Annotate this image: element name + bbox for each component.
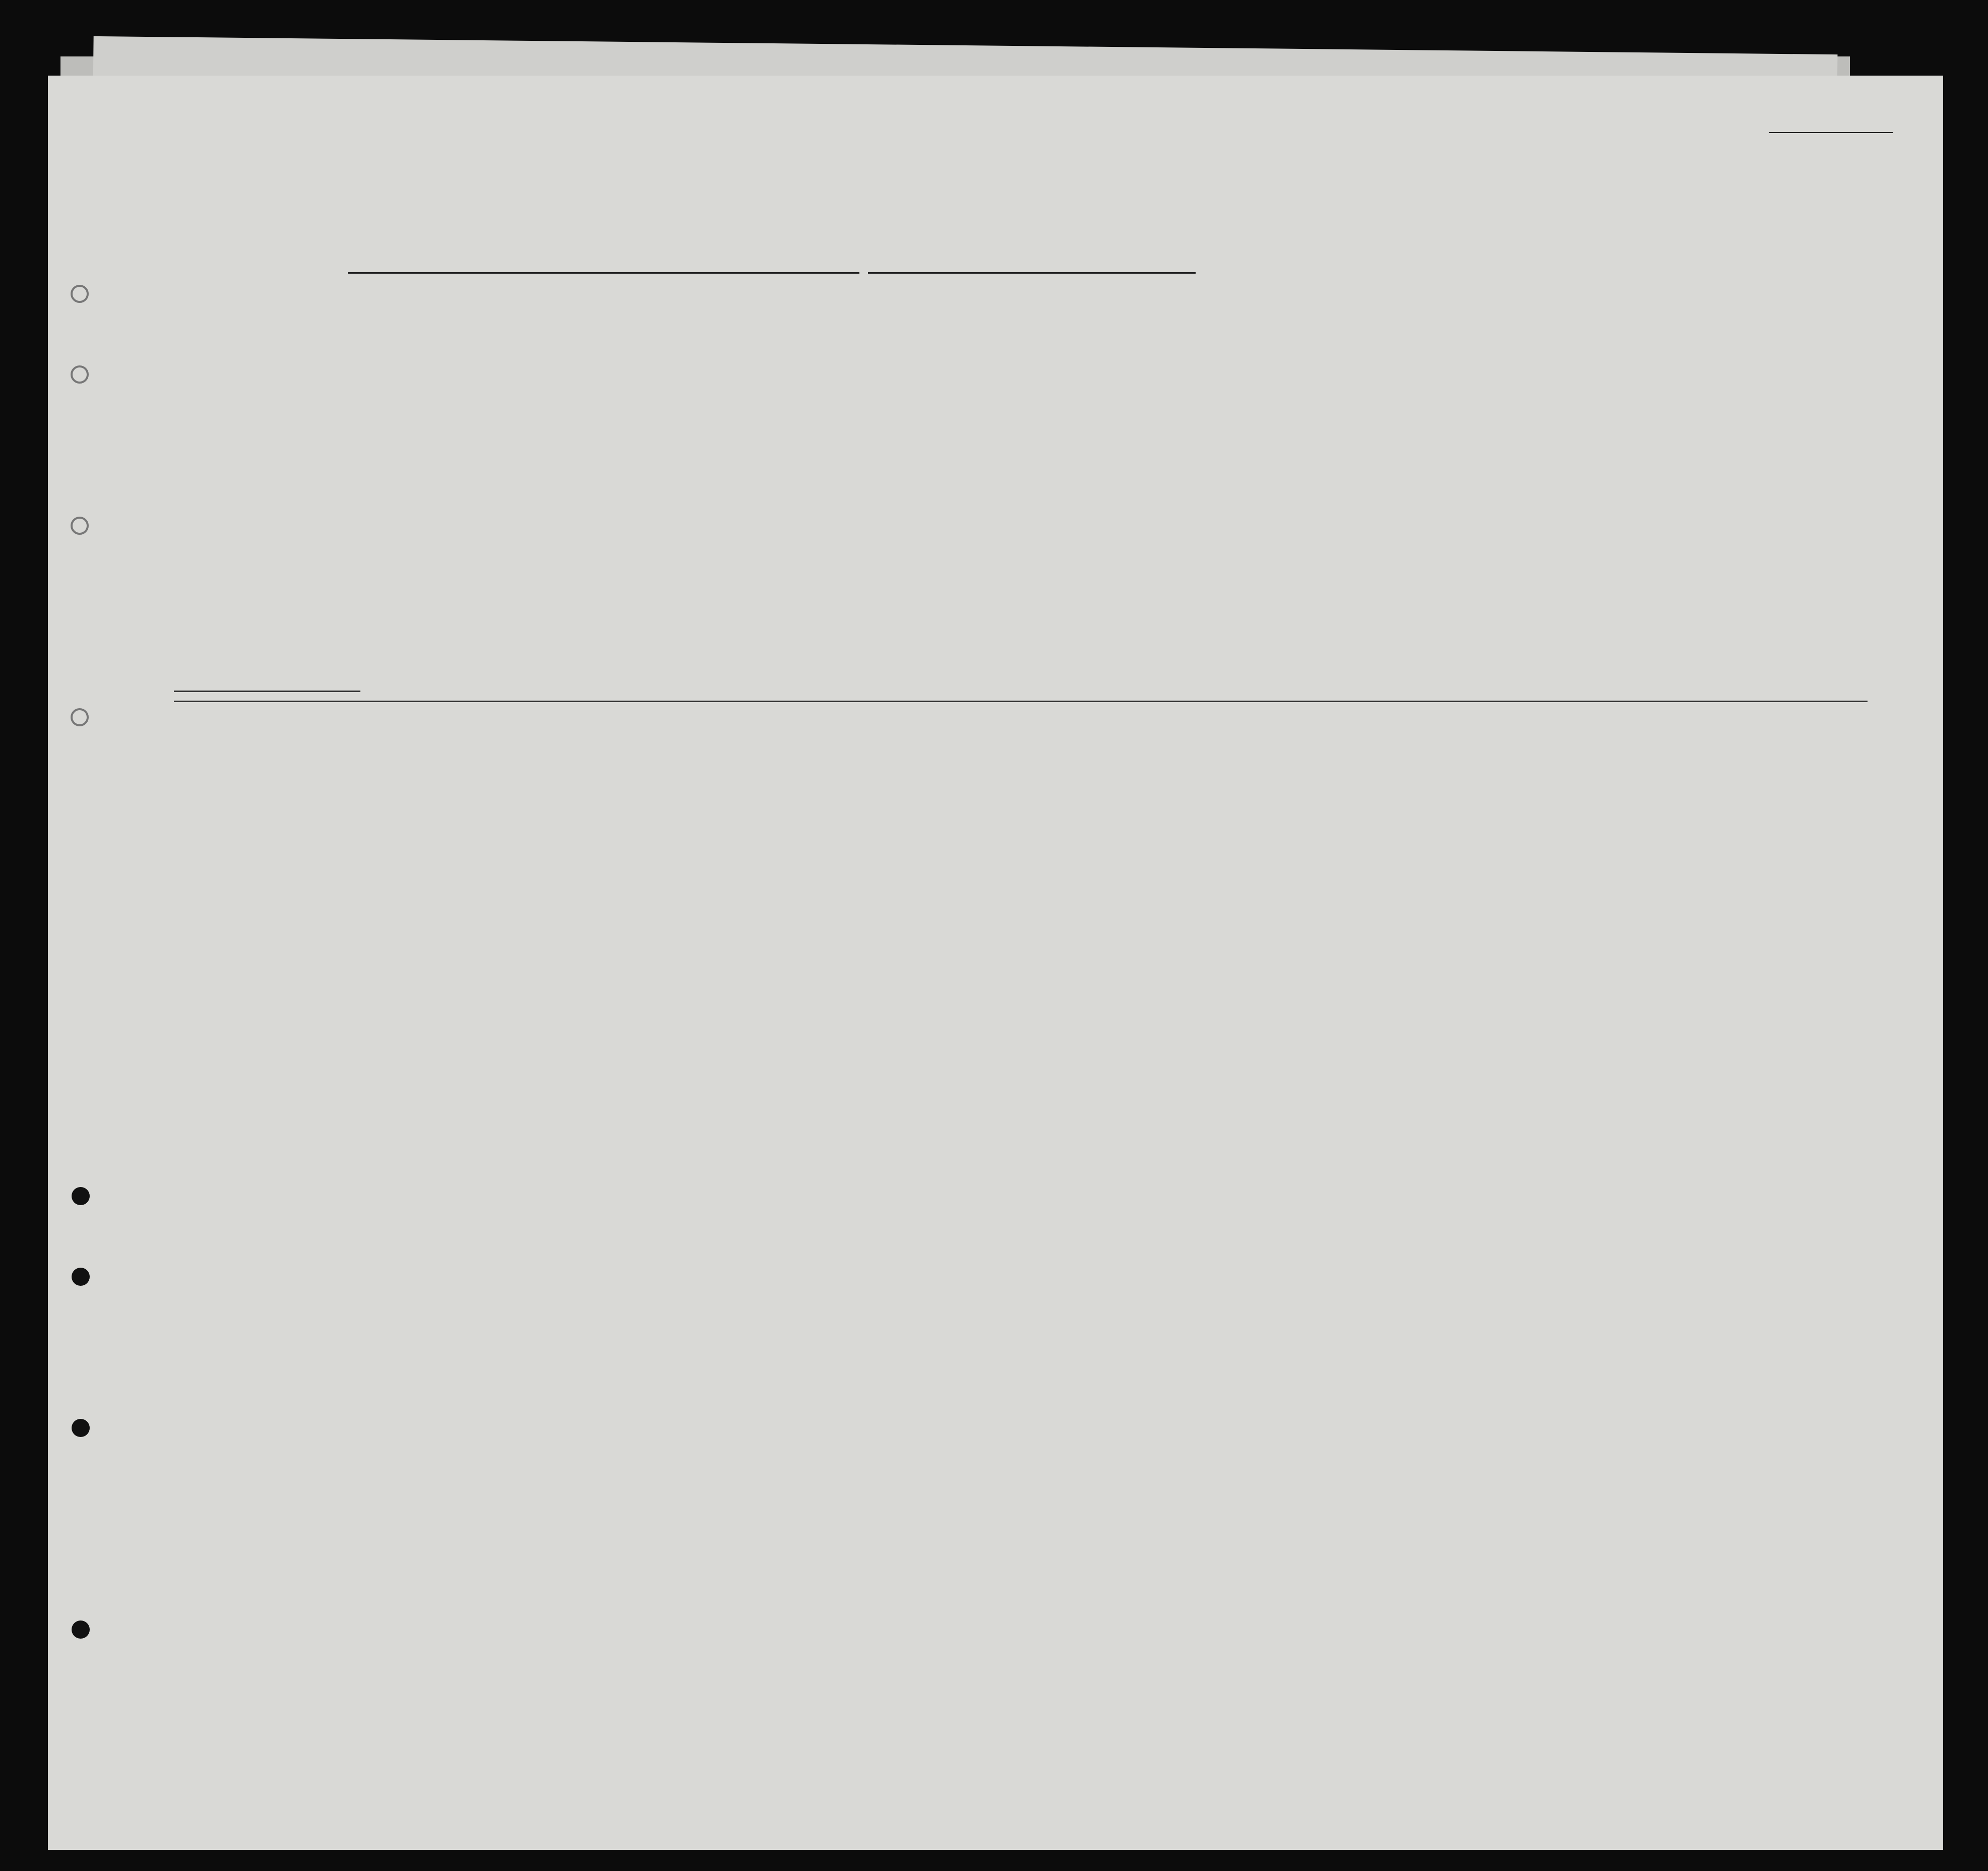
header-anarchist	[1357, 343, 1368, 469]
header-q29	[1426, 343, 1462, 469]
header-purpose-citizen	[1260, 348, 1285, 469]
header-polygamist	[1332, 343, 1342, 469]
strike-line	[174, 701, 1868, 702]
header-ticket	[597, 335, 612, 471]
header-feet	[1637, 428, 1647, 459]
header-purpose-return	[1143, 348, 1175, 469]
header-inches	[1663, 428, 1673, 464]
header-purpose-length	[1191, 348, 1206, 469]
header-prison	[1289, 343, 1320, 469]
header-q28	[1380, 343, 1420, 469]
header-q30	[1467, 343, 1497, 469]
strike-line	[174, 691, 360, 692]
header-money	[715, 335, 730, 471]
